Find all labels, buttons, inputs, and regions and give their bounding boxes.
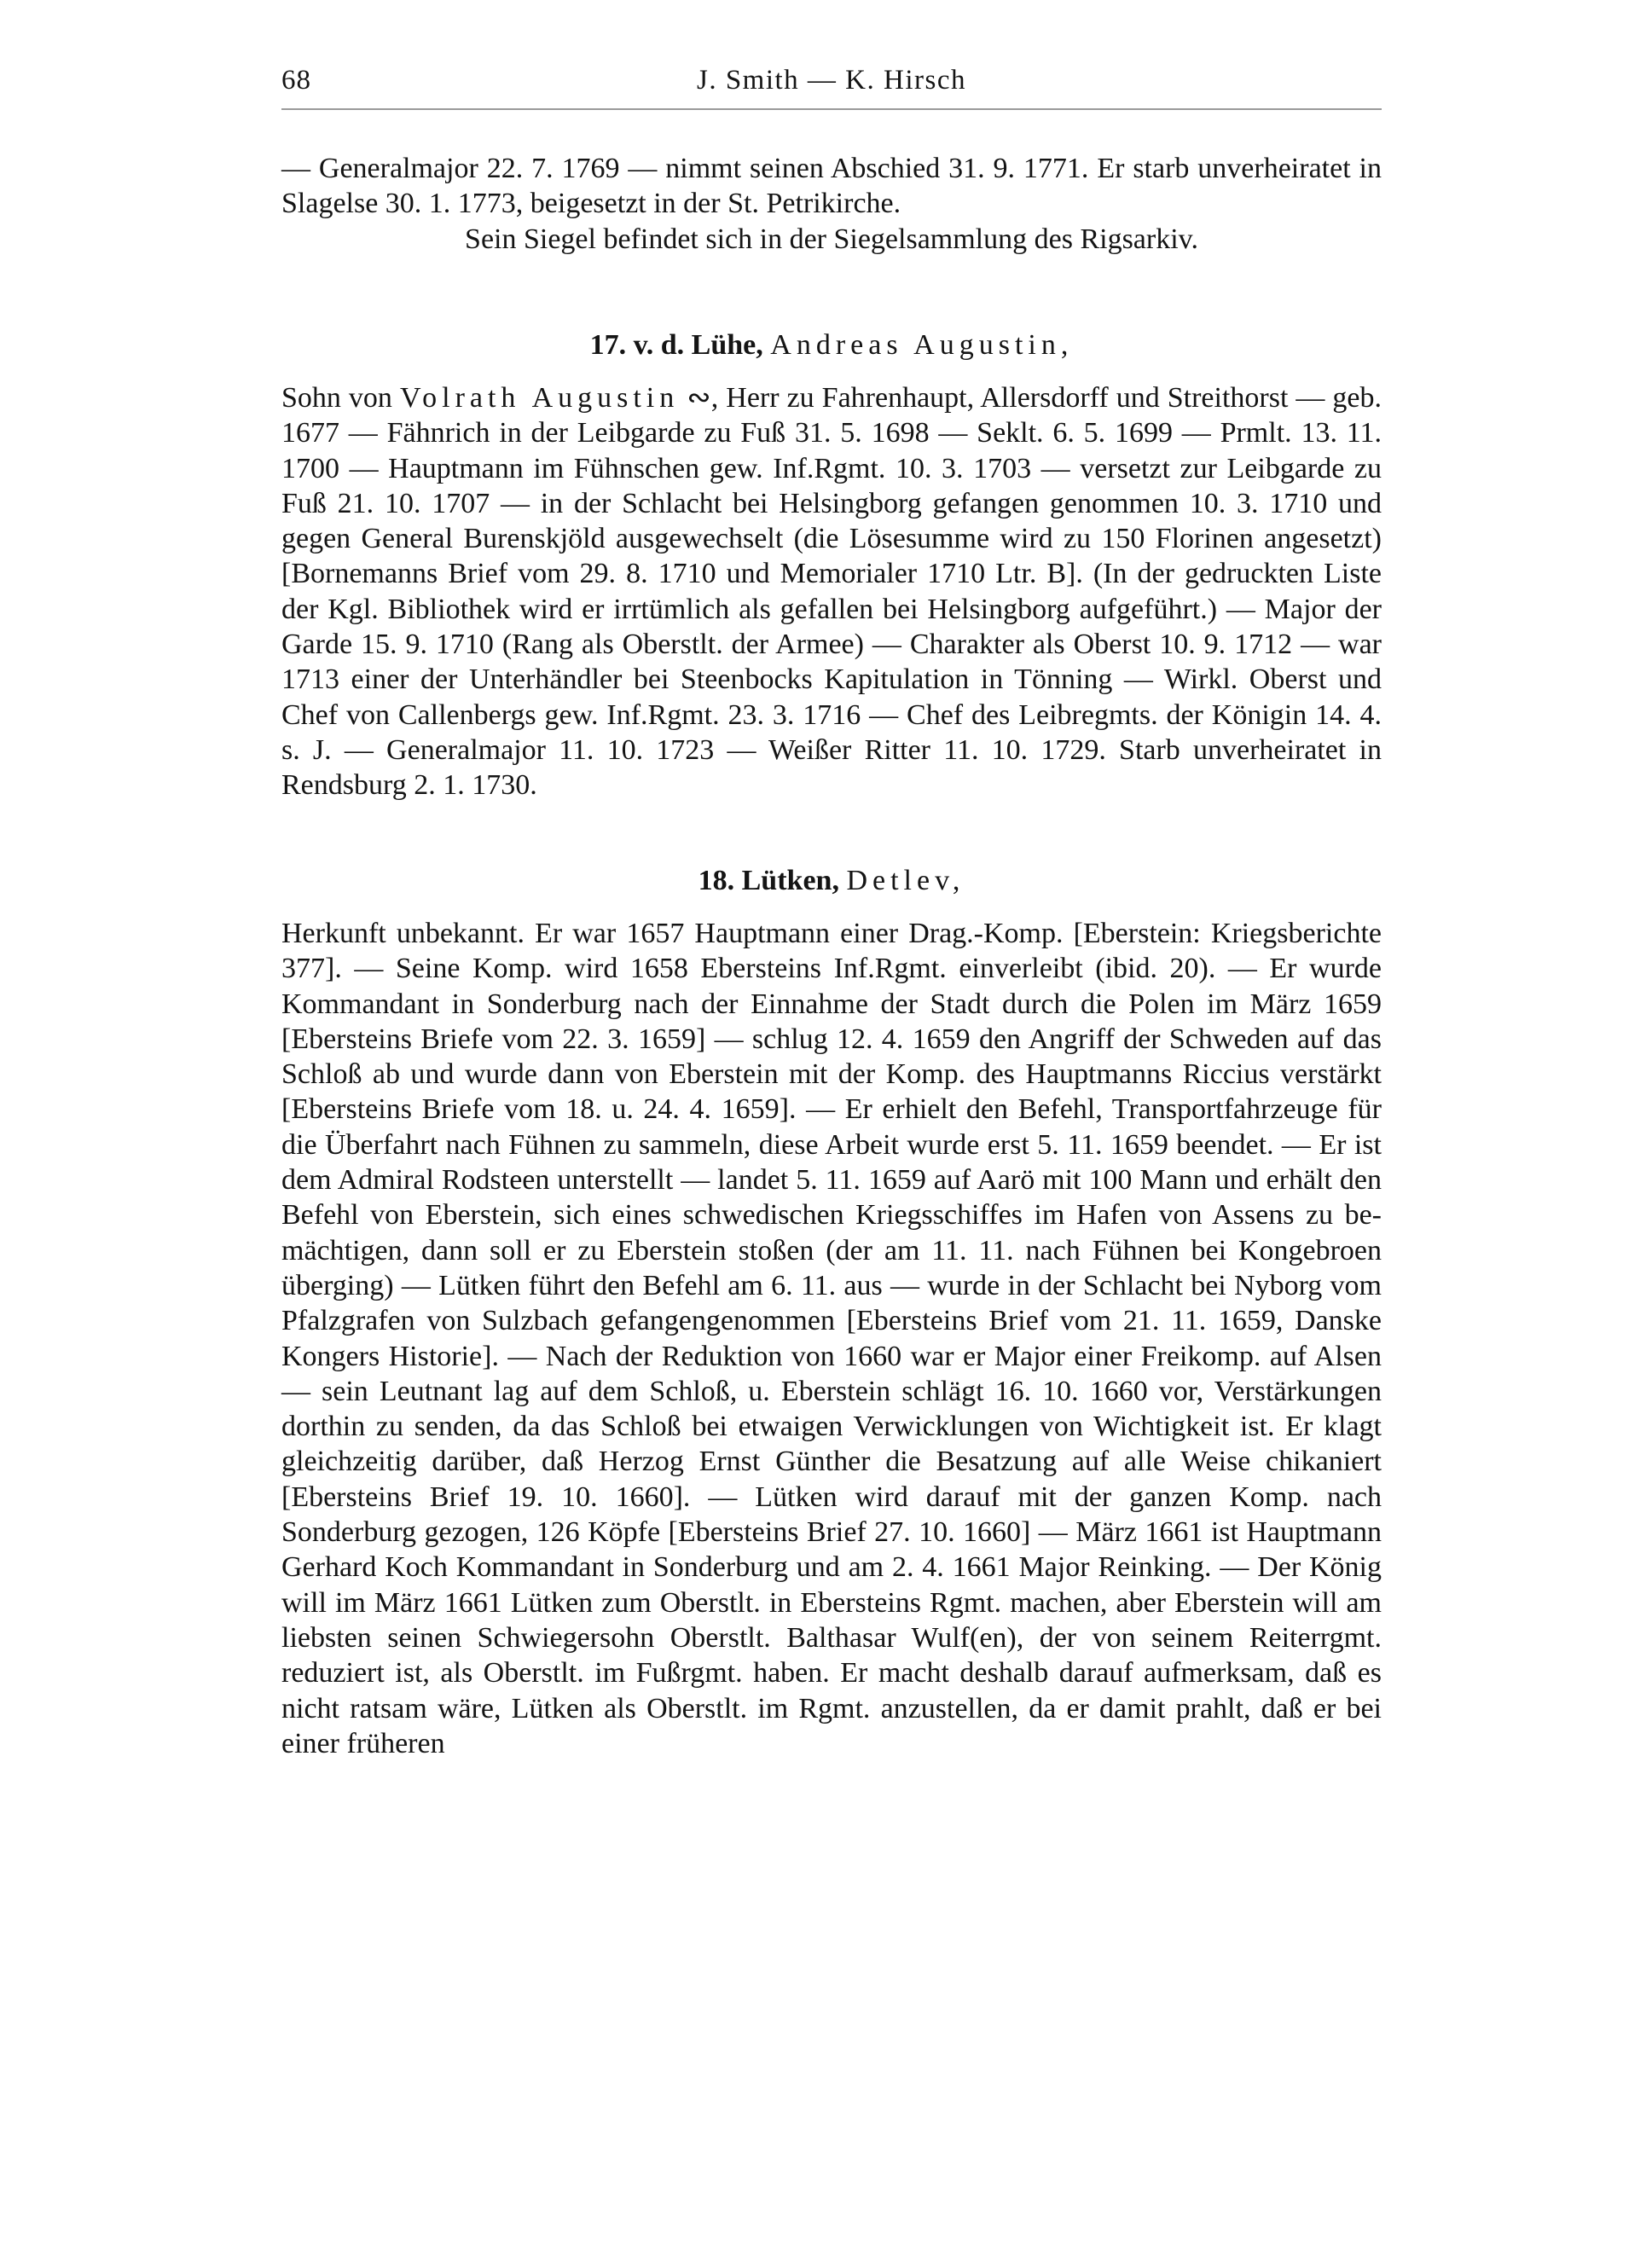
- entry-17-father: Volrath Augustin: [399, 382, 680, 414]
- page-header: [281, 65, 1382, 102]
- entry-18-paragraph: Herkunft unbekannt. Er war 1657 Hauptmann einer Drag.-Komp. [Eberstein: Kriegsberichte 377]. — Seine Komp. wird 1658 Ebersteins Inf.Rgmt. einverleibt (ibid. 20). — Er wurde Kommandant in Sonderburg nach der Einnahme der Stadt durch die Polen im März 1659 [Ebersteins Briefe vom 22. 3. 1659] — schlug 12. 4. 1659 den Angriff der Schweden auf das Schloß ab und wurde dann von Eberstein mit der Komp. des Hauptmanns Riccius verstärkt [Ebersteins Briefe vom 18. u. 24. 4. 1659]. — Er erhielt den Befehl, Transportfahrzeuge für die Überfahrt nach Fühnen zu sammeln, diese Arbeit wurde erst 5. 11. 1659 beendet. — Er ist dem Admiral Rodsteen unterstellt — landet 5. 11. 1659 auf Aarö mit 100 Mann und erhält den Befehl von Eberstein, sich eines schwedischen Kriegsschiffes im Hafen von Assens zu bemächtigen, dann soll er zu Eberstein stoßen (der am 11. 11. nach Fühnen bei Kongebroen überging) — Lütken führt den Befehl am 6. 11. aus — wurde in der Schlacht bei Nyborg vom Pfalzgrafen von Sulzbach gefangengenommen [Ebersteins Brief vom 21. 11. 1659, Danske Kongers Historie]. — Nach der Reduktion von 1660 war er Major einer Freikomp. auf Alsen — sein Leutnant lag auf dem Schloß, u. Eberstein schlägt 16. 10. 1660 vor, Verstärkungen dorthin zu senden, da das Schloß bei etwaigen Verwicklungen von Wichtigkeit ist. Er klagt gleichzeitig darüber, daß Herzog Ernst Günther die Besatzung auf alle Weise chikaniert [Ebersteins Brief 19. 10. 1660]. — Lütken wird darauf mit der ganzen Komp. nach Sonderburg gezogen, 126 Köpfe [Ebersteins Brief 27. 10. 1660] — März 1661 ist Hauptmann Gerhard Koch Kommandant in Sonderburg und am 2. 4. 1661 Major Reinking. — Der König will im März 1661 Lütken zum Oberstlt. in Ebersteins Rgmt. machen, aber Eberstein will am liebsten seinen Schwiegersohn Oberstlt. Balthasar Wulf(en), der von seinem Reiterrgmt. reduziert ist, als Oberstlt. im Fußrgmt. haben. Er macht deshalb darauf aufmerksam, daß es nicht ratsam wäre, Lütken als Oberstlt. im Rgmt. anzustellen, da er damit prahlt, daß er bei einer früheren: [281, 918, 1382, 1759]
- entry-18-surname: Lütken,: [741, 865, 839, 896]
- entry-17-paragraph: [281, 380, 1382, 803]
- entry-16-continuation: [281, 151, 1382, 257]
- entry-18-heading: [281, 863, 1382, 898]
- entry-17-surname: v. d. Lühe,: [633, 329, 763, 361]
- entry-16-seal-note: Sein Siegel befindet sich in der Siegelsammlung des Rigsarkiv.: [465, 223, 1198, 255]
- entry-18-body: [281, 916, 1382, 1761]
- header-rule: [281, 108, 1382, 110]
- entry-17-text: ∾, Herr zu Fahrenhaupt, Allersdorff und Streithorst — geb. 1677 — Fähnrich in der Leibgarde zu Fuß 31. 5. 1698 — Seklt. 6. 5. 1699 — Prmlt. 13. 11. 1700 — Hauptmann im Fühnschen gew. Inf.Rgmt. 10. 3. 1703 — versetzt zur Leibgarde zu Fuß 21. 10. 1707 — in der Schlacht bei Helsingborg gefangen genommen 10. 3. 1710 und gegen General Burenskjöld ausgewechselt (die Lösesumme wird zu 150 Florinen angesetzt) [Bornemanns Brief vom 29. 8. 1710 und Memorialer 1710 Ltr. B]. (In der gedruckten Liste der Kgl. Bibliothek wird er irrtümlich als gefallen bei Helsingborg aufgeführt.) — Major der Garde 15. 9. 1710 (Rang als Oberstlt. der Armee) — Charakter als Oberst 10. 9. 1712 — war 1713 einer der Unterhändler bei Steenbocks Kapitulation in Tönning — Wirkl. Oberst und Chef von Callenbergs gew. Inf.Rgmt. 23. 3. 1716 — Chef des Leibregmts. der Königin 14. 4. s. J. — Generalmajor 11. 10. 1723 — Weißer Ritter 11. 10. 1729. Starb unverheiratet in Rendsburg 2. 1. 1730.: [281, 382, 1382, 802]
- page-number: 68: [281, 65, 311, 96]
- entry-18-given-names: Detlev,: [846, 865, 965, 896]
- entry-18-number: 18.: [698, 865, 735, 896]
- entry-17-body: [281, 380, 1382, 803]
- running-head: J. Smith — K. Hirsch: [696, 65, 966, 96]
- entry-17-sohn-von: Sohn von: [281, 382, 392, 414]
- entry-17-heading: [281, 327, 1382, 362]
- entry-17-given-names: Andreas Augustin,: [770, 329, 1074, 361]
- entry-17-number: 17.: [589, 329, 627, 361]
- entry-16-text: — Generalmajor 22. 7. 1769 — nimmt seinen Abschied 31. 9. 1771. Er starb unverheiratet in Slagelse 30. 1. 1773, beigesetzt in der St. Petrikirche.: [281, 153, 1382, 220]
